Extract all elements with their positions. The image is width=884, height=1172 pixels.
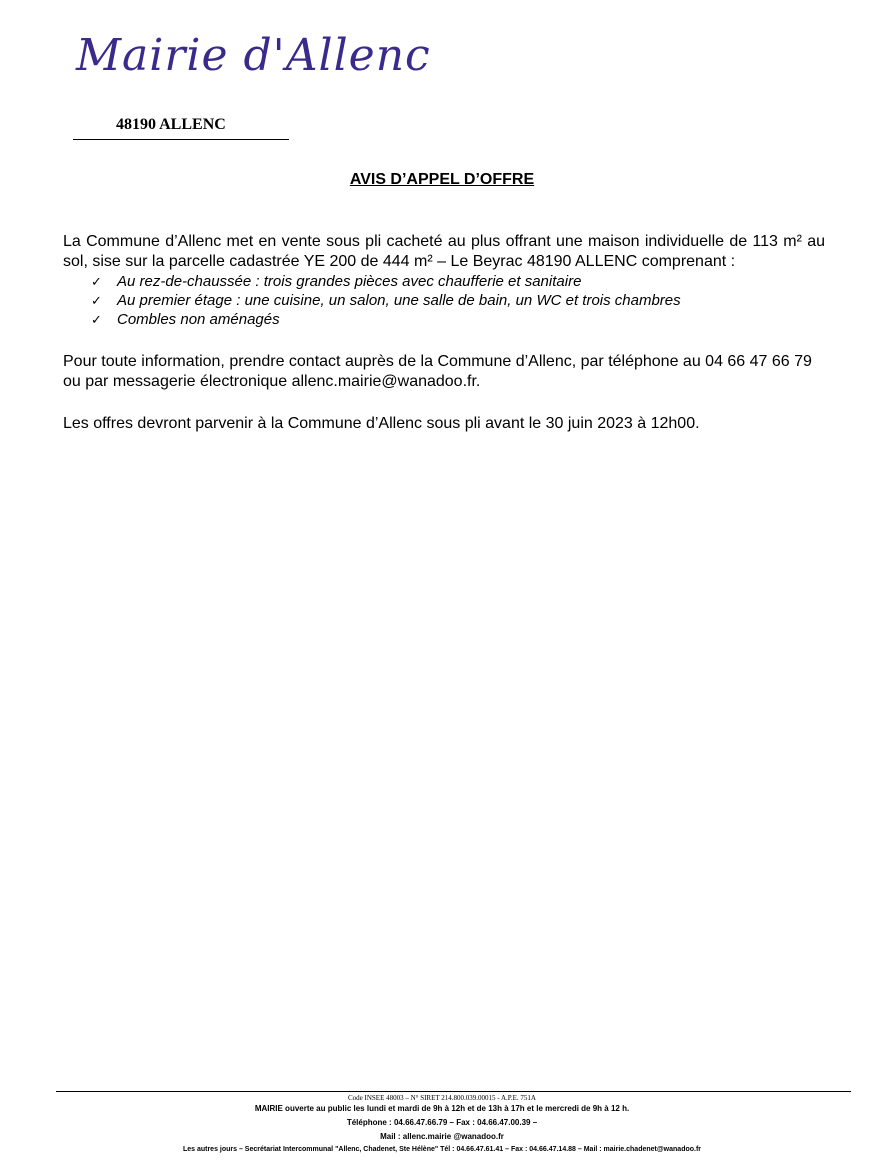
checkmark-icon: ✓ <box>91 274 102 289</box>
list-item <box>63 310 825 329</box>
feature-text: Combles non aménagés <box>117 311 280 328</box>
feature-text: Au premier étage : une cuisine, un salon, une salle de bain, un WC et trois chambres <box>117 292 681 309</box>
features-list <box>63 272 825 329</box>
header-divider <box>73 139 289 140</box>
contact-paragraph: Pour toute information, prendre contact auprès de la Commune d’Allenc, par téléphone au 04 66 47 66 79 ou par messagerie électronique allenc.mairie@wanadoo.fr. <box>63 353 812 390</box>
postal-address: 48190 ALLENC <box>116 116 226 133</box>
checkmark-icon: ✓ <box>91 293 102 308</box>
footer-secretariat: Les autres jours – Secrétariat Intercommunal "Allenc, Chadenet, Ste Hélène" Tél : 04.66.47.61.41 – Fax : 04.66.47.14.88 – Mail : mairie.chadenet@wanadoo.fr <box>182 1146 702 1153</box>
document-body <box>63 232 825 434</box>
footer-divider <box>56 1091 851 1092</box>
footer-mail: Mail : allenc.mairie @wanadoo.fr <box>380 1132 504 1141</box>
mairie-logo: Mairie d'Allenc <box>76 30 431 81</box>
checkmark-icon: ✓ <box>91 312 102 327</box>
footer-codes: Code INSEE 48003 – N° SIRET 214.800.039.00015 - A.P.E. 751A <box>348 1094 536 1102</box>
intro-paragraph: La Commune d’Allenc met en vente sous pli cacheté au plus offrant une maison individuelle de 113 m² au sol, sise sur la parcelle cadastrée YE 200 de 444 m² – Le Beyrac 48190 ALLENC comprenant : <box>63 233 825 270</box>
footer-hours: MAIRIE ouverte au public les lundi et mardi de 9h à 12h et de 13h à 17h et le mercredi de 9h à 12 h. <box>254 1104 630 1113</box>
list-item <box>63 291 825 310</box>
deadline-paragraph: Les offres devront parvenir à la Commune d’Allenc sous pli avant le 30 juin 2023 à 12h00. <box>63 415 700 432</box>
feature-text: Au rez-de-chaussée : trois grandes pièces avec chaufferie et sanitaire <box>117 273 582 290</box>
list-item <box>63 272 825 291</box>
footer-phone-fax: Téléphone : 04.66.47.66.79 – Fax : 04.66.47.00.39 – <box>346 1118 538 1127</box>
document-title: AVIS D’APPEL D’OFFRE <box>349 171 535 188</box>
